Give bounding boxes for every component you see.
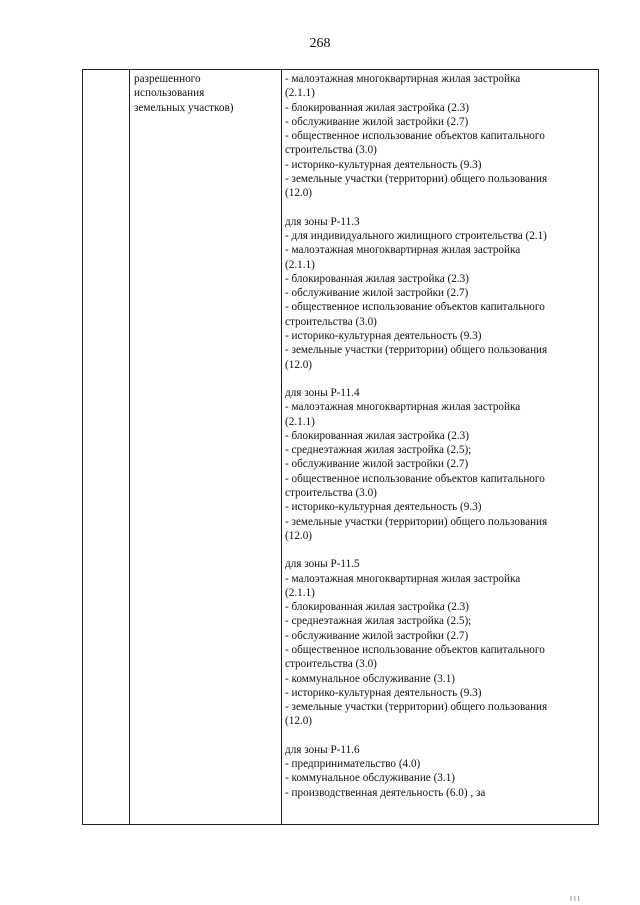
permitted-use-line: - историко-культурная деятельность (9.3) [285, 686, 482, 699]
page-number: 268 [309, 36, 331, 51]
permitted-use-line: - историко-культурная деятельность (9.3) [285, 501, 482, 514]
permitted-use-line: - обслуживание жилой застройки (2.7) [285, 287, 469, 300]
permitted-use-line: - малоэтажная многоквартирная жилая застройка [285, 401, 521, 414]
permitted-use-line: (2.1.1) [285, 87, 315, 100]
permitted-use-line: строительства (3.0) [285, 658, 377, 671]
permitted-use-line: строительства (3.0) [285, 144, 377, 157]
land-use-type-cell [134, 72, 279, 115]
permitted-use-line: - малоэтажная многоквартирная жилая застройка [285, 572, 521, 585]
zone-heading: для зоны Р-11.5 [285, 558, 360, 571]
permitted-use-line: - общественное использование объектов капитального [285, 301, 545, 314]
permitted-use-line: строительства (3.0) [285, 315, 377, 328]
left-cell-line: разрешенного [134, 73, 201, 85]
regulation-table [82, 69, 599, 825]
permitted-use-line: - земельные участки (территории) общего пользования [285, 701, 548, 714]
column-divider-1 [129, 70, 130, 824]
permitted-use-line: (12.0) [285, 358, 313, 371]
permitted-use-line: - коммунальное обслуживание (3.1) [285, 672, 456, 685]
permitted-use-line: (12.0) [285, 529, 313, 542]
zone-heading: для зоны Р-11.4 [285, 386, 360, 399]
permitted-use-line: - историко-культурная деятельность (9.3) [285, 158, 482, 171]
permitted-use-line: - среднеэтажная жилая застройка (2.5); [285, 615, 472, 628]
permitted-use-line: - обслуживание жилой застройки (2.7) [285, 458, 469, 471]
zone-heading: для зоны Р-11.3 [285, 215, 360, 228]
permitted-use-line: - обслуживание жилой застройки (2.7) [285, 629, 469, 642]
permitted-use-line: - обслуживание жилой застройки (2.7) [285, 115, 469, 128]
permitted-use-line: - блокированная жилая застройка (2.3) [285, 429, 469, 442]
permitted-use-line: (2.1.1) [285, 586, 315, 599]
permitted-use-line: - земельные участки (территории) общего пользования [285, 515, 548, 528]
permitted-use-line: - общественное использование объектов капитального [285, 130, 545, 143]
permitted-use-line: - общественное использование объектов капитального [285, 643, 545, 656]
permitted-uses-cell [285, 72, 596, 800]
permitted-use-line: - блокированная жилая застройка (2.3) [285, 601, 469, 614]
permitted-use-line: - общественное использование объектов капитального [285, 472, 545, 485]
column-divider-2 [281, 70, 282, 824]
permitted-use-line: - земельные участки (территории) общего пользования [285, 173, 548, 186]
permitted-use-line: - земельные участки (территории) общего пользования [285, 344, 548, 357]
permitted-use-line: - малоэтажная многоквартирная жилая застройка [285, 244, 521, 257]
zone-heading: для зоны Р-11.6 [285, 743, 360, 756]
corner-scan-mark: I I I [570, 896, 580, 903]
permitted-use-line: - предпринимательство (4.0) [285, 758, 421, 771]
permitted-use-line: - малоэтажная многоквартирная жилая застройка [285, 73, 521, 85]
permitted-use-line: (12.0) [285, 715, 313, 728]
permitted-use-line: - блокированная жилая застройка (2.3) [285, 101, 469, 114]
permitted-use-line: строительства (3.0) [285, 487, 377, 500]
left-cell-line: использования [134, 87, 205, 100]
permitted-use-line: - производственная деятельность (6.0) , за [285, 786, 486, 799]
permitted-use-line: - историко-культурная деятельность (9.3) [285, 330, 482, 343]
left-cell-line: земельных участков) [134, 101, 234, 114]
permitted-use-line: - коммунальное обслуживание (3.1) [285, 772, 456, 785]
permitted-use-line: (2.1.1) [285, 415, 315, 428]
permitted-use-line: - среднеэтажная жилая застройка (2.5); [285, 444, 472, 457]
permitted-use-line: (2.1.1) [285, 258, 315, 271]
permitted-use-line: - для индивидуального жилищного строительства (2.1) [285, 229, 547, 242]
permitted-use-line: - блокированная жилая застройка (2.3) [285, 272, 469, 285]
permitted-use-line: (12.0) [285, 187, 313, 200]
